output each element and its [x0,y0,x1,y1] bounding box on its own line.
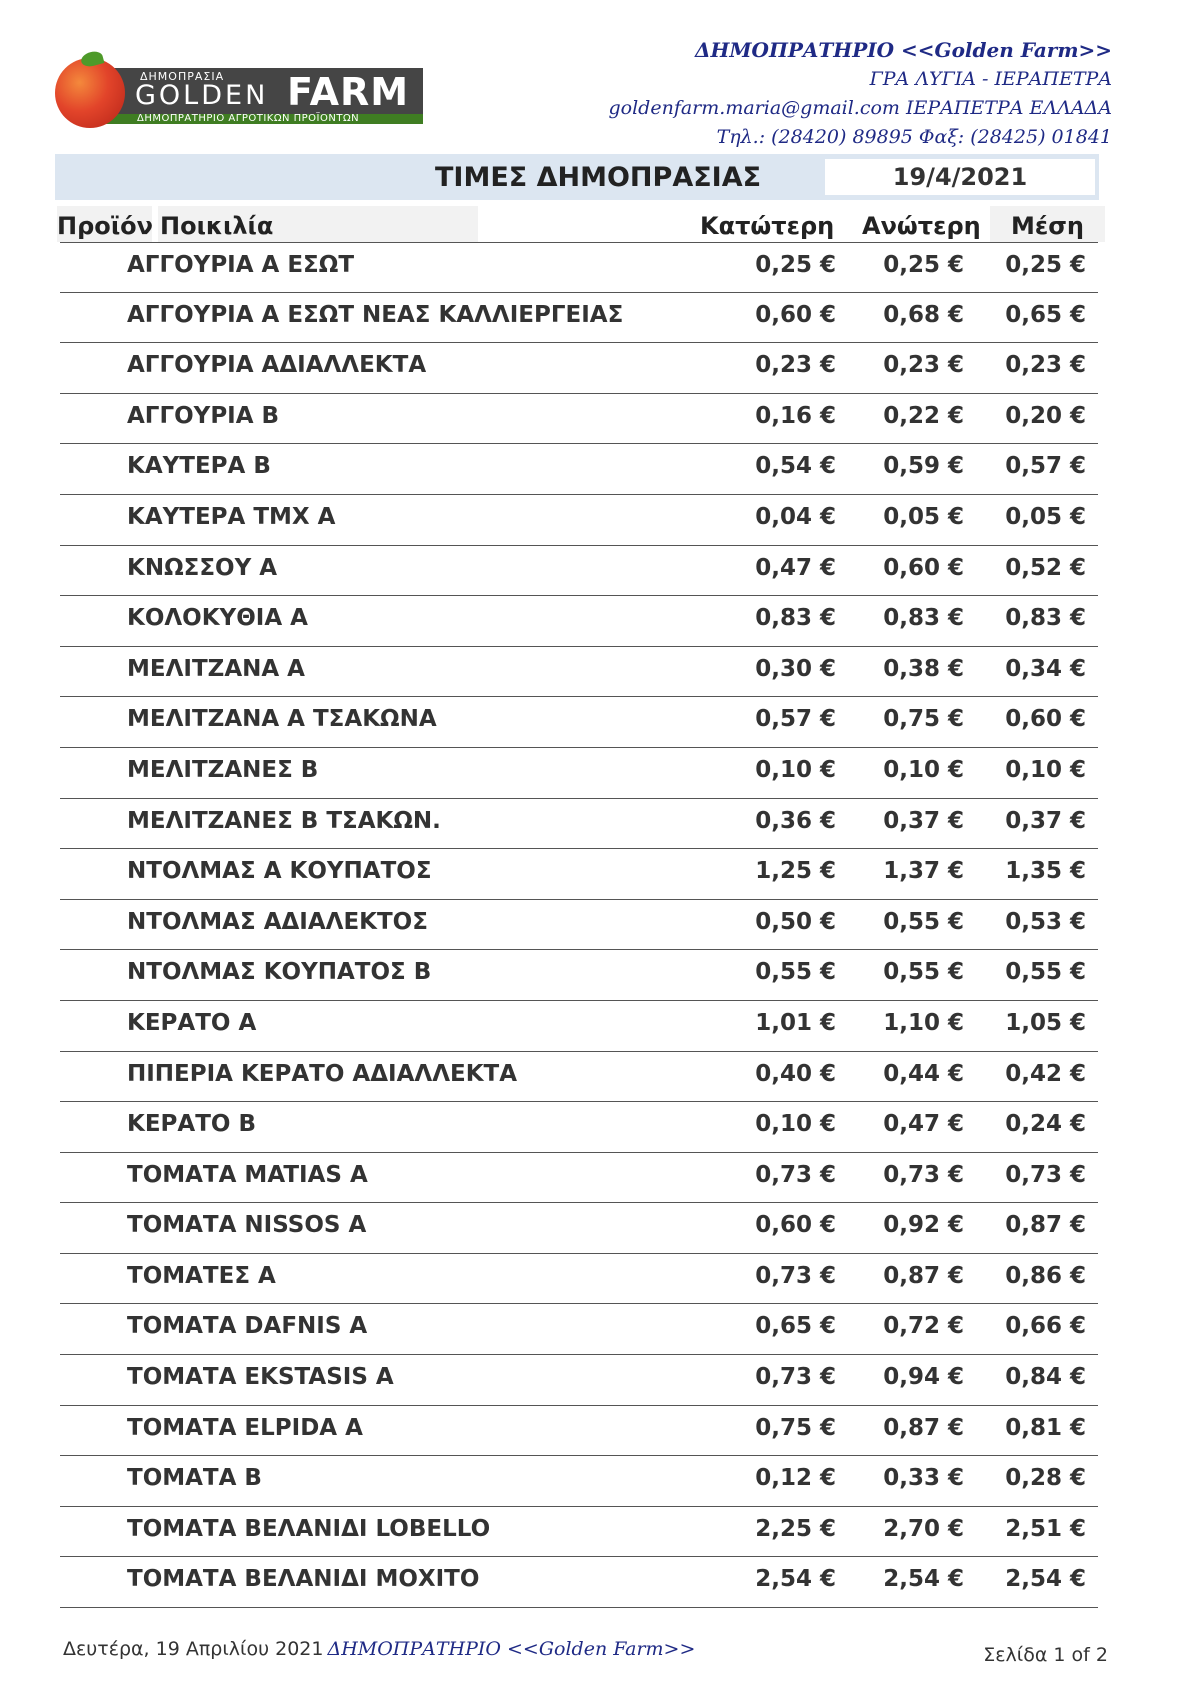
price-low: 0,73 € [755,1262,836,1289]
price-low: 0,04 € [755,503,836,530]
product-name: ΤΟΜΑΤΑ Β [127,1465,262,1492]
header-avg: Μέση [990,206,1105,242]
price-avg: 0,73 € [1005,1161,1086,1188]
table-row [60,242,1098,293]
price-avg: 0,25 € [1005,252,1086,278]
price-avg: 0,37 € [1005,807,1086,834]
product-name: ΤΟΜΑΤΑ MATIAS A [127,1161,368,1188]
table-row [60,546,1098,597]
price-high: 0,55 € [883,908,964,935]
table-row [60,495,1098,546]
price-low: 0,60 € [755,1212,836,1239]
price-low: 0,36 € [755,807,836,834]
table-row [60,596,1098,647]
price-high: 0,94 € [883,1364,964,1391]
table-row [60,1203,1098,1254]
table-row [60,343,1098,394]
price-avg: 0,57 € [1005,453,1086,480]
price-avg: 0,53 € [1005,908,1086,935]
price-low: 0,12 € [755,1465,836,1492]
page-title: ΤΙΜΕΣ ΔΗΜΟΠΡΑΣΙΑΣ [435,162,762,193]
price-avg: 0,66 € [1005,1313,1086,1340]
price-high: 0,38 € [883,655,964,682]
table-row [60,1355,1098,1406]
price-high: 0,05 € [883,503,964,530]
product-name: ΚΑΥΤΕΡΑ Β [127,453,271,480]
price-avg: 0,24 € [1005,1111,1086,1138]
product-name: ΚΟΛΟΚΥΘΙΑ Α [127,605,308,632]
table-row [60,394,1098,445]
price-low: 2,25 € [755,1515,836,1542]
header-high: Ανώτερη [862,206,977,242]
table-row [60,697,1098,748]
price-avg: 1,05 € [1005,1009,1086,1036]
table-row [60,900,1098,951]
table-row [60,293,1098,344]
table-row [60,1406,1098,1457]
logo-subtitle: ΔΗΜΟΠΡΑΤΗΡΙΟ ΑΓΡΟΤΙΚΩΝ ΠΡΟΪΟΝΤΩΝ [137,113,360,124]
product-name: ΜΕΛΙΤΖΑΝΕΣ Β ΤΣΑΚΩΝ. [127,807,441,834]
product-name: ΝΤΟΛΜΑΣ Α ΚΟΥΠΑΤΟΣ [127,858,432,885]
product-name: ΤΟΜΑΤΑ ΒΕΛΑΝΙΔΙ LOBELLO [127,1515,491,1542]
company-phone: Τηλ.: (28420) 89895 Φαξ: (28425) 01841 [716,126,1112,148]
price-high: 2,54 € [883,1566,964,1593]
price-high: 0,87 € [883,1262,964,1289]
company-info [609,36,1113,152]
table-row [60,1052,1098,1103]
price-high: 0,68 € [883,301,964,328]
price-low: 0,47 € [755,554,836,581]
footer-company: ΔΗΜΟΠΡΑΤΗΡΙΟ <<Golden Farm>> [327,1638,696,1660]
table-row [60,849,1098,900]
price-low: 0,50 € [755,908,836,935]
golden-farm-logo [55,52,423,130]
price-avg: 0,20 € [1005,402,1086,429]
price-low: 0,60 € [755,301,836,328]
price-high: 0,75 € [883,706,964,733]
price-avg: 0,60 € [1005,706,1086,733]
price-low: 0,16 € [755,402,836,429]
price-avg: 2,51 € [1005,1515,1086,1542]
price-high: 0,59 € [883,453,964,480]
header-low: Κατώτερη [700,206,825,242]
product-name: ΤΟΜΑΤΑ EKSTASIS A [127,1364,394,1391]
company-address: ΓΡΑ ΛΥΓΙΑ - ΙΕΡΑΠΕΤΡΑ [869,68,1112,90]
table-row [60,1001,1098,1052]
logo-small-text: ΔΗΜΟΠΡΑΣΙΑ [140,70,225,83]
price-high: 0,25 € [883,252,964,278]
price-low: 0,73 € [755,1161,836,1188]
product-name: ΚΕΡΑΤΟ Α [127,1009,257,1036]
price-low: 0,57 € [755,706,836,733]
price-low: 0,23 € [755,352,836,379]
price-low: 1,25 € [755,858,836,885]
price-avg: 2,54 € [1005,1566,1086,1593]
price-avg: 0,83 € [1005,605,1086,632]
price-low: 0,25 € [755,252,836,278]
price-low: 0,10 € [755,1111,836,1138]
product-name: ΑΓΓΟΥΡΙΑ Β [127,402,280,429]
price-low: 0,40 € [755,1060,836,1087]
price-low: 2,54 € [755,1566,836,1593]
price-low: 0,30 € [755,655,836,682]
product-name: ΜΕΛΙΤΖΑΝΑ Α ΤΣΑΚΩΝΑ [127,706,437,733]
table-row [60,1254,1098,1305]
price-avg: 0,52 € [1005,554,1086,581]
price-low: 0,10 € [755,756,836,783]
price-avg: 1,35 € [1005,858,1086,885]
price-avg: 0,23 € [1005,352,1086,379]
table-row [60,1304,1098,1355]
price-low: 1,01 € [755,1009,836,1036]
table-row [60,799,1098,850]
price-high: 0,55 € [883,959,964,986]
price-avg: 0,05 € [1005,503,1086,530]
price-avg: 0,86 € [1005,1262,1086,1289]
table-row [60,1507,1098,1558]
price-low: 0,55 € [755,959,836,986]
product-name: ΚΝΩΣΣΟΥ Α [127,554,278,581]
product-name: ΝΤΟΛΜΑΣ ΚΟΥΠΑΤΟΣ Β [127,959,432,986]
product-name: ΤΟΜΑΤΕΣ Α [127,1262,276,1289]
product-name: ΤΟΜΑΤΑ ΒΕΛΑΝΙΔΙ ΜΟΧΙΤΟ [127,1566,480,1593]
price-high: 0,37 € [883,807,964,834]
price-low: 0,73 € [755,1364,836,1391]
price-avg: 0,87 € [1005,1212,1086,1239]
price-high: 2,70 € [883,1515,964,1542]
price-high: 1,10 € [883,1009,964,1036]
product-name: ΚΑΥΤΕΡΑ ΤΜΧ Α [127,503,336,530]
price-avg: 0,34 € [1005,655,1086,682]
auction-date: 19/4/2021 [825,159,1095,195]
price-avg: 0,84 € [1005,1364,1086,1391]
price-high: 1,37 € [883,858,964,885]
price-low: 0,75 € [755,1414,836,1441]
header-product: Προϊόν [57,206,152,242]
price-high: 0,23 € [883,352,964,379]
price-avg: 0,10 € [1005,756,1086,783]
price-low: 0,83 € [755,605,836,632]
footer-date: Δευτέρα, 19 Απριλίου 2021 [63,1638,324,1660]
price-high: 0,44 € [883,1060,964,1087]
price-high: 0,83 € [883,605,964,632]
price-table [60,242,1098,1608]
product-name: ΤΟΜΑΤΑ ELPIDA A [127,1414,363,1441]
table-row [60,1153,1098,1204]
price-high: 0,10 € [883,756,964,783]
logo-farm-text: FARM [287,70,410,114]
price-high: 0,72 € [883,1313,964,1340]
price-avg: 0,81 € [1005,1414,1086,1441]
price-high: 0,22 € [883,402,964,429]
product-name: ΝΤΟΛΜΑΣ ΑΔΙΑΛΕΚΤΟΣ [127,908,428,935]
product-name: ΜΕΛΙΤΖΑΝΑ Α [127,655,305,682]
price-low: 0,54 € [755,453,836,480]
product-name: ΚΕΡΑΤΟ Β [127,1111,256,1138]
price-high: 0,60 € [883,554,964,581]
footer-left [63,1638,695,1660]
table-row [60,748,1098,799]
title-bar [55,154,1099,200]
table-row [60,444,1098,495]
price-high: 0,92 € [883,1212,964,1239]
company-name: ΔΗΜΟΠΡΑΤΗΡΙΟ <<Golden Farm>> [694,38,1112,62]
price-avg: 0,42 € [1005,1060,1086,1087]
table-row [60,1102,1098,1153]
price-high: 0,87 € [883,1414,964,1441]
logo-golden-text: GOLDEN [135,80,269,111]
price-avg: 0,65 € [1005,301,1086,328]
product-name: ΑΓΓΟΥΡΙΑ ΑΔΙΑΛΛΕΚΤΑ [127,352,427,379]
header-variety: Ποικιλία [158,206,478,242]
page-number: Σελίδα 1 of 2 [983,1644,1108,1666]
price-high: 0,73 € [883,1161,964,1188]
price-low: 0,65 € [755,1313,836,1340]
price-avg: 0,28 € [1005,1465,1086,1492]
price-high: 0,47 € [883,1111,964,1138]
product-name: ΑΓΓΟΥΡΙΑ Α ΕΣΩΤ ΝΕΑΣ ΚΑΛΛΙΕΡΓΕΙΑΣ [127,301,624,328]
table-row [60,950,1098,1001]
product-name: ΤΟΜΑΤΑ DAFNIS A [127,1313,368,1340]
product-name: ΤΟΜΑΤΑ NISSOS A [127,1212,367,1239]
table-row [60,647,1098,698]
table-row [60,1456,1098,1507]
tomato-icon [55,58,125,128]
table-row [60,1557,1098,1608]
product-name: ΠΙΠΕΡΙΑ ΚΕΡΑΤΟ ΑΔΙΑΛΛΕΚΤΑ [127,1060,518,1087]
company-email: goldenfarm.maria@gmail.com ΙΕΡΑΠΕΤΡΑ ΕΛΛΑΔΑ [608,97,1112,119]
price-avg: 0,55 € [1005,959,1086,986]
product-name: ΑΓΓΟΥΡΙΑ Α ΕΣΩΤ [127,252,355,278]
price-high: 0,33 € [883,1465,964,1492]
product-name: ΜΕΛΙΤΖΑΝΕΣ Β [127,756,319,783]
